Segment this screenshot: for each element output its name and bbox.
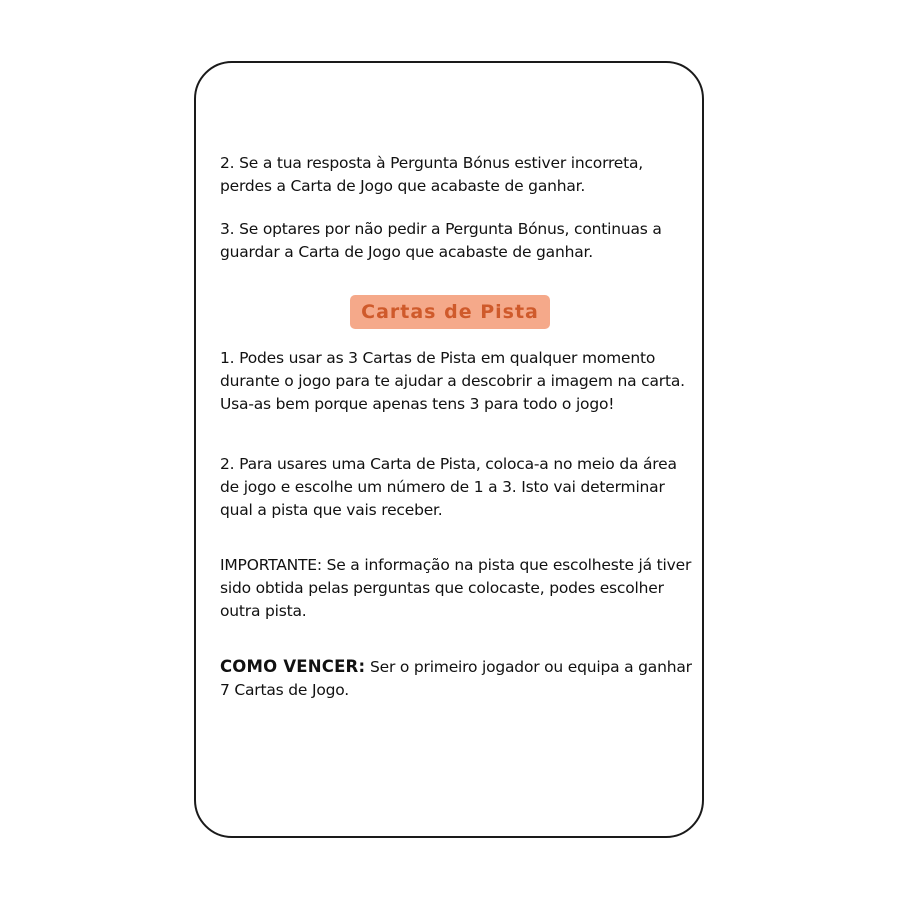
section-heading-badge xyxy=(350,295,550,329)
section-heading: Cartas de Pista xyxy=(361,301,539,323)
rule-paragraph-bonus-incorrect: 2. Se a tua resposta à Pergunta Bónus estiver incorreta, perdes a Carta de Jogo que acabaste de ganhar. xyxy=(220,154,644,195)
important-note-paragraph: IMPORTANTE: Se a informação na pista que escolheste já tiver sido obtida pelas perguntas que colocaste, podes escolher outra pista. xyxy=(220,556,692,620)
win-condition-label: COMO VENCER: xyxy=(220,657,366,676)
rule-paragraph-bonus-skip: 3. Se optares por não pedir a Pergunta Bónus, continuas a guardar a Carta de Jogo que acabaste de ganhar. xyxy=(220,220,662,261)
win-condition-text: Ser o primeiro jogador ou equipa a ganhar 7 Cartas de Jogo. xyxy=(220,658,692,699)
clue-rule-paragraph-2: 2. Para usares uma Carta de Pista, coloca-a no meio da área de jogo e escolhe um número de 1 a 3. Isto vai determinar qual a pista que vais receber. xyxy=(220,455,677,519)
win-condition-paragraph xyxy=(220,655,695,702)
clue-rule-paragraph-1: 1. Podes usar as 3 Cartas de Pista em qualquer momento durante o jogo para te ajudar a descobrir a imagem na carta. Usa-as bem porque apenas tens 3 para todo o jogo! xyxy=(220,349,685,413)
